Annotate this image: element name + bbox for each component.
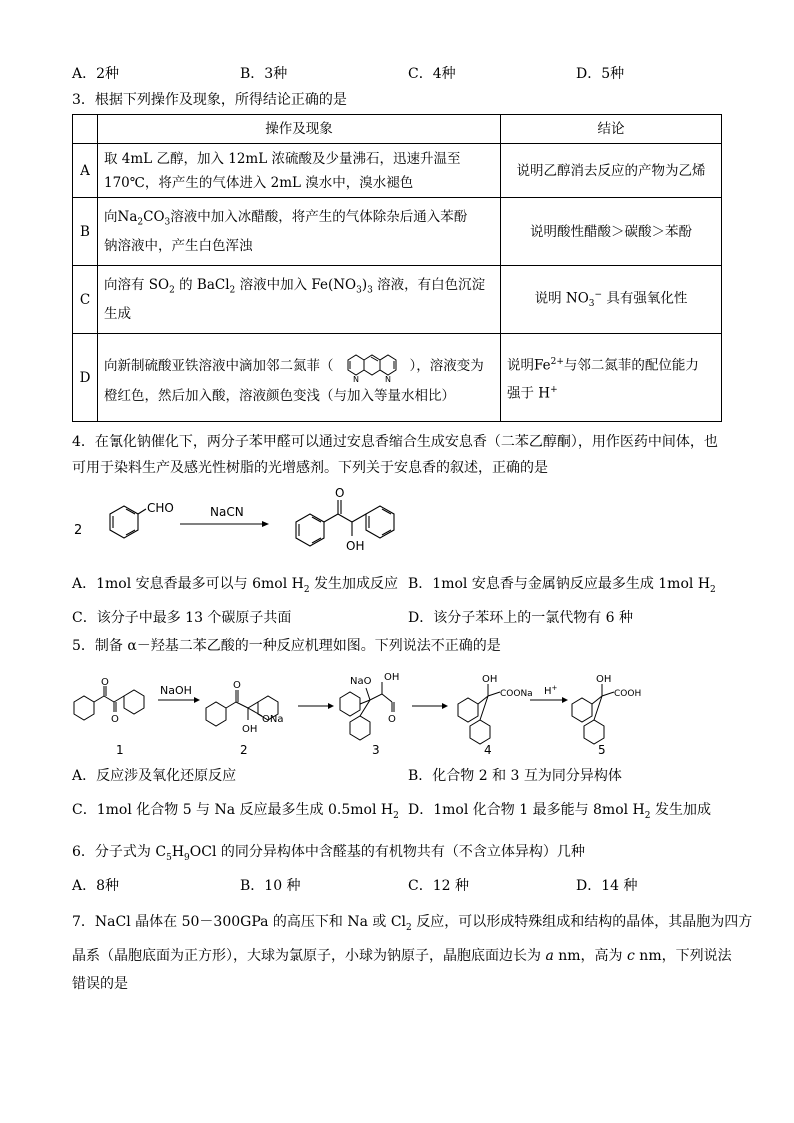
oh-label: OH [242,724,258,735]
q4-option-c[interactable]: C．该分子中最多 13 个碳原子共面 [72,610,292,626]
q6-option-d[interactable]: D．14 种 [576,878,638,894]
text: 溶液中加入冰醋酸，将产生的气体除杂后通入苯酚 [170,208,468,225]
q3-row-label: B [73,198,98,266]
q5-option-c[interactable] [72,800,399,826]
q3-row-label: A [73,144,98,198]
coefficient: 2 [74,523,83,538]
subscript: 2 [137,217,144,228]
table-row [73,266,722,334]
text: D．1mol 化合物 1 最多能与 8mol H [408,802,645,818]
table-row [73,334,722,422]
text: 向溶有 SO [104,276,170,293]
oh-label: OH [346,539,365,553]
q2-option-d[interactable]: D．5种 [576,66,625,82]
subscript: 2 [303,584,310,595]
q3-table [72,114,722,422]
formula: Na [117,208,138,225]
text: 反应，可以形成特殊组成和结构的晶体，其晶胞为四方 [411,914,753,930]
q3-a-op-line1: 取 4mL 乙醇，加入 12mL 浓硫酸及少量沸石，迅速升温至 [104,150,461,167]
compound-number: 1 [116,743,124,756]
q2-option-b[interactable]: B．3种 [240,66,288,82]
q5-stem: 5．制备 α－羟基二苯乙酸的一种反应机理如图。下列说法不正确的是 [72,638,501,654]
q2-option-a[interactable]: A．2种 [72,66,120,82]
q4-stem-line1: 4．在氰化钠催化下，两分子苯甲醛可以通过安息香缩合生成安息香（二苯乙醇酮），用作医药中间体，也 [72,434,718,450]
q4-option-b[interactable] [408,574,716,600]
cooh-label: COOH [614,689,642,699]
o-label: O [111,714,119,725]
q3-row-op [98,144,501,198]
subscript: 2 [169,285,175,296]
table-row [73,198,722,266]
text: 6．分子式为 C [72,844,167,860]
subscript: 3 [588,299,595,310]
subscript: 2 [229,285,236,296]
table-row [73,144,722,198]
superscript: + [550,384,558,395]
compound-5 [572,684,614,744]
subscript: 2 [406,922,412,933]
q4-stem-line2: 可用于染料生产及感光性树脂的光增感剂。下列关于安息香的叙述，正确的是 [72,460,548,476]
compound-number: 4 [484,743,492,756]
variable-c: c [627,948,635,964]
phenanthroline-structure [334,348,410,384]
text: 强于 H [507,385,551,401]
compound-number: 5 [598,743,606,756]
naoh-label: NaOH [160,684,192,697]
q3-d-conclusion [501,334,722,422]
q3-b-op-line2: 钠溶液中，产生白色浑浊 [104,238,253,255]
q3-row-label: D [73,334,98,422]
q3-d-op-line2: 橙红色，然后加入酸，溶液颜色变浅（与加入等量水相比） [104,387,455,404]
q3-header-op: 操作及现象 [98,115,501,144]
compound-3 [340,682,394,740]
o-label: O [101,677,109,688]
q3-c-conclusion [501,266,722,334]
compound-4 [458,684,500,744]
ona-label: ONa [262,714,284,725]
subscript: 3 [356,285,362,296]
q5-option-a[interactable]: A．反应涉及氧化还原反应 [72,768,237,784]
arrow-head [442,703,448,709]
arrow-head [194,697,200,703]
text: 具有强氧化性 [602,290,688,307]
subscript: 3 [367,285,373,296]
q5-option-d[interactable] [408,800,711,826]
q4-option-d[interactable]: D．该分子苯环上的一氯代物有 6 种 [408,610,634,626]
benzoin-structure [296,500,394,546]
q7-stem-line2 [72,946,732,966]
arrow-head [562,697,568,703]
hplus-label [544,684,558,697]
text: nm，高为 [553,948,628,964]
o-label: O [233,680,241,691]
subscript: 3 [164,217,171,228]
formula: CO [143,208,165,225]
q6-option-c[interactable]: C．12 种 [408,878,469,894]
q3-c-op-line1 [104,273,494,303]
subscript: 2 [393,810,399,821]
q3-d-conclusion-line1 [507,350,715,378]
coona-label: COONa [500,689,533,699]
q3-row-op [98,266,501,334]
q7-stem-line1 [72,912,752,938]
text: 向新制硫酸亚铁溶液中滴加邻二氮菲（ [104,357,334,374]
q3-row-label: C [73,266,98,334]
compound-number: 3 [372,743,380,756]
text: ），溶液变为 [409,357,484,374]
text: 7．NaCl 晶体在 50－300GPa 的高压下和 Na 或 Cl [72,914,407,930]
subscript: 2 [644,810,651,821]
text: OCl 的同分异构体中含醛基的有机物共有（不含立体异构）几种 [189,844,585,860]
arrow-head [328,703,334,709]
text: 发生加成反应 [309,576,399,592]
text: nm，下列说法 [634,948,732,964]
q3-a-op-line2: 170℃，将产生的气体进入 2mL 溴水中，溴水褪色 [104,174,414,191]
subscript: 5 [166,852,172,863]
q3-d-conclusion-line2 [507,378,715,406]
benzaldehyde-structure [110,506,146,538]
q6-option-a[interactable]: A．8种 [72,878,120,894]
text: 晶系（晶胞底面为正方形），大球为氯原子，小球为钠原子，晶胞底面边长为 [72,948,546,964]
cho-label: CHO [147,501,174,515]
subscript: 2 [710,584,716,595]
superscript: − [594,289,603,300]
q6-stem [72,842,585,868]
oh-label: OH [596,674,612,685]
text: 说明Fe [507,357,551,374]
svg-text:N: N [384,375,391,384]
text: 溶液中加入 Fe(NO [235,276,357,293]
oh-label: OH [482,674,498,685]
q7-stem-line3: 错误的是 [72,976,128,992]
superscript: 2+ [550,357,564,367]
q6-option-b[interactable]: B．10 种 [240,878,301,894]
q5-mechanism-scheme [66,664,706,756]
text: 向 [104,208,118,225]
text: 说明 NO [534,290,589,307]
q3-stem: 3．根据下列操作及现象，所得结论正确的是 [72,92,347,108]
compound-1 [74,686,144,720]
q3-b-op-line1 [104,205,494,235]
q4-option-a[interactable] [72,574,398,600]
q3-a-conclusion: 说明乙醇消去反应的产物为乙烯 [501,144,722,198]
arrow-head [262,521,269,527]
text: B．1mol 安息香与金属钠反应最多生成 1mol H [408,576,711,592]
q3-b-conclusion: 说明酸性醋酸＞碳酸＞苯酚 [501,198,722,266]
superscript: + [551,684,558,692]
q4-reaction-scheme [70,484,470,570]
text: 溶液，有白色沉淀 [372,276,486,293]
text: H [171,844,185,860]
text: H [544,686,552,697]
subscript: 9 [184,852,190,863]
o-label: O [335,486,345,500]
q2-option-c[interactable]: C．4种 [408,66,456,82]
q3-header-conclusion: 结论 [501,115,722,144]
q5-option-b[interactable]: B．化合物 2 和 3 互为同分异构体 [408,768,622,784]
text: C．1mol 化合物 5 与 Na 反应最多生成 0.5mol H [72,802,394,818]
reagent-label: NaCN [210,505,244,519]
q3-row-op [98,198,501,266]
text: 与邻二氮菲的配位能力 [563,357,699,374]
q3-c-op-line2: 生成 [104,306,131,323]
nao-label: NaO [350,676,372,687]
text: 发生加成 [650,802,711,818]
svg-text:N: N [352,375,359,384]
variable-a: a [545,948,554,964]
text: 的 BaCl [174,276,230,293]
compound-number: 2 [240,743,248,756]
o-label: O [388,714,396,725]
q3-d-op-line1 [104,348,494,384]
q3-row-op [98,334,501,422]
text: A．1mol 安息香最多可以与 6mol H [72,576,304,592]
text: ) [361,276,368,293]
oh-label: OH [384,672,400,683]
